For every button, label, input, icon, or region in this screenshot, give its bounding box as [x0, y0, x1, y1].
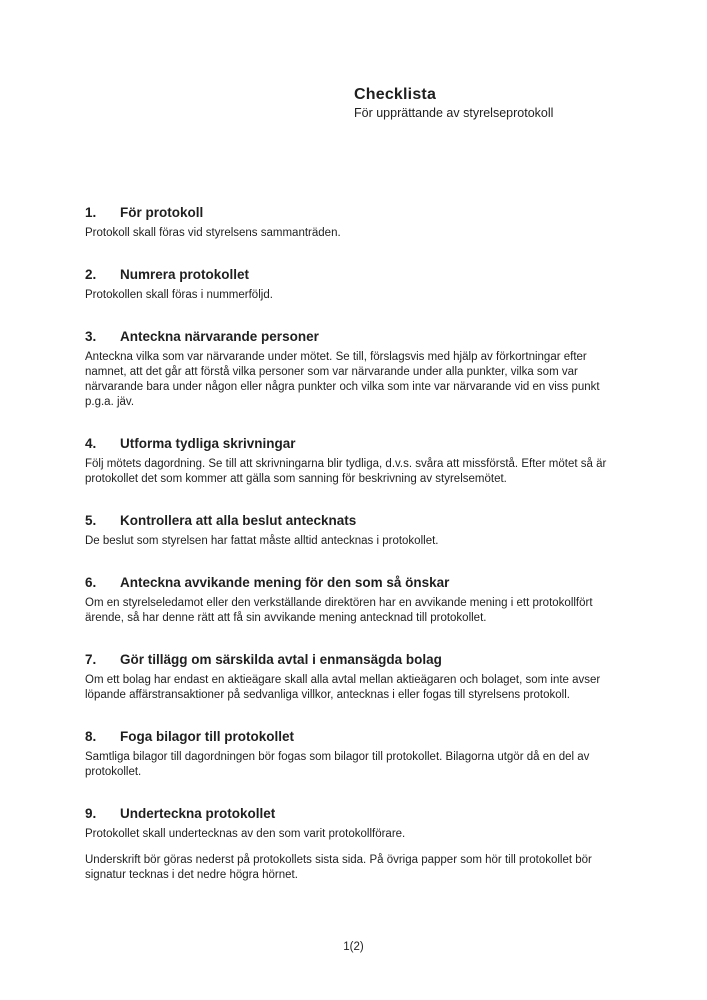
checklist-section-8 — [85, 729, 625, 780]
section-heading-row — [85, 652, 625, 668]
section-heading: Underteckna protokollet — [120, 806, 276, 821]
section-heading-row — [85, 806, 625, 822]
checklist-section-7 — [85, 652, 625, 703]
section-heading-row — [85, 205, 625, 221]
section-heading: Utforma tydliga skrivningar — [120, 436, 296, 451]
section-heading: Gör tillägg om särskilda avtal i enmansägda bolag — [120, 652, 442, 667]
section-heading-row — [85, 436, 625, 452]
checklist-section-5 — [85, 513, 625, 549]
section-paragraph: De beslut som styrelsen har fattat måste alltid antecknas i protokollet. — [85, 535, 439, 547]
page-subtitle: För upprättande av styrelseprotokoll — [354, 106, 554, 120]
section-number: 6. — [85, 575, 97, 590]
section-heading-row — [85, 513, 625, 529]
page-footer — [0, 940, 707, 955]
section-heading: Numrera protokollet — [120, 267, 250, 282]
section-heading: För protokoll — [120, 205, 204, 220]
section-heading: Foga bilagor till protokollet — [120, 729, 294, 744]
section-paragraph: Om en styrelseledamot eller den verkställande direktören har en avvikande mening i ett protokollfört ärende, så har denne rätt att få sin avvikande mening antecknad till protokollet. — [85, 597, 593, 624]
section-paragraph: Underskrift bör göras nederst på protokollets sista sida. På övriga papper som hör till protokollet bör signatur tecknas i det nedre högra hörnet. — [85, 854, 592, 881]
section-heading-row — [85, 729, 625, 745]
checklist-section-9 — [85, 806, 625, 883]
checklist-section-1 — [85, 205, 625, 241]
section-heading: Anteckna avvikande mening för den som så önskar — [120, 575, 450, 590]
section-paragraph: Följ mötets dagordning. Se till att skrivningarna blir tydliga, d.v.s. svåra att missförstå. Efter mötet så är protokollet det som kommer att gälla som sanning för beskrivning av styrelsemötet. — [85, 458, 607, 485]
section-number: 8. — [85, 729, 97, 744]
checklist-section-4 — [85, 436, 625, 487]
checklist-section-6 — [85, 575, 625, 626]
document-header — [354, 85, 553, 121]
section-number: 4. — [85, 436, 97, 451]
section-number: 2. — [85, 267, 97, 282]
page-title: Checklista — [354, 86, 437, 103]
checklist-content — [85, 205, 625, 909]
section-paragraph: Protokollet skall undertecknas av den som varit protokollförare. — [85, 828, 406, 840]
section-heading: Anteckna närvarande personer — [120, 329, 319, 344]
section-paragraph: Protokollen skall föras i nummerföljd. — [85, 289, 273, 301]
checklist-section-3 — [85, 329, 625, 410]
section-heading: Kontrollera att alla beslut antecknats — [120, 513, 357, 528]
checklist-section-2 — [85, 267, 625, 303]
section-paragraph: Om ett bolag har endast en aktieägare skall alla avtal mellan aktieägaren och bolaget, som inte avser löpande affärstransaktioner på sedvanliga villkor, antecknas i eller fogas till styrelsens protokoll. — [85, 674, 601, 701]
section-number: 9. — [85, 806, 97, 821]
section-paragraph: Protokoll skall föras vid styrelsens sammanträden. — [85, 227, 341, 239]
section-number: 5. — [85, 513, 97, 528]
section-heading-row — [85, 575, 625, 591]
section-number: 1. — [85, 205, 97, 220]
section-number: 3. — [85, 329, 97, 344]
section-number: 7. — [85, 652, 97, 667]
section-paragraph: Samtliga bilagor till dagordningen bör fogas som bilagor till protokollet. Bilagorna utgör då en del av protokollet. — [85, 751, 590, 778]
page-number: 1(2) — [343, 941, 364, 953]
section-paragraph: Anteckna vilka som var närvarande under mötet. Se till, förslagsvis med hjälp av förkortningar efter namnet, att det går att förstå vilka personer som var närvarande under alla punkter, vilka som var närvarande bara under någon eller några punkter och vilka som inte var närvarande vid en viss punkt p.g.a. jäv. — [85, 351, 600, 408]
section-heading-row — [85, 329, 625, 345]
section-heading-row — [85, 267, 625, 283]
